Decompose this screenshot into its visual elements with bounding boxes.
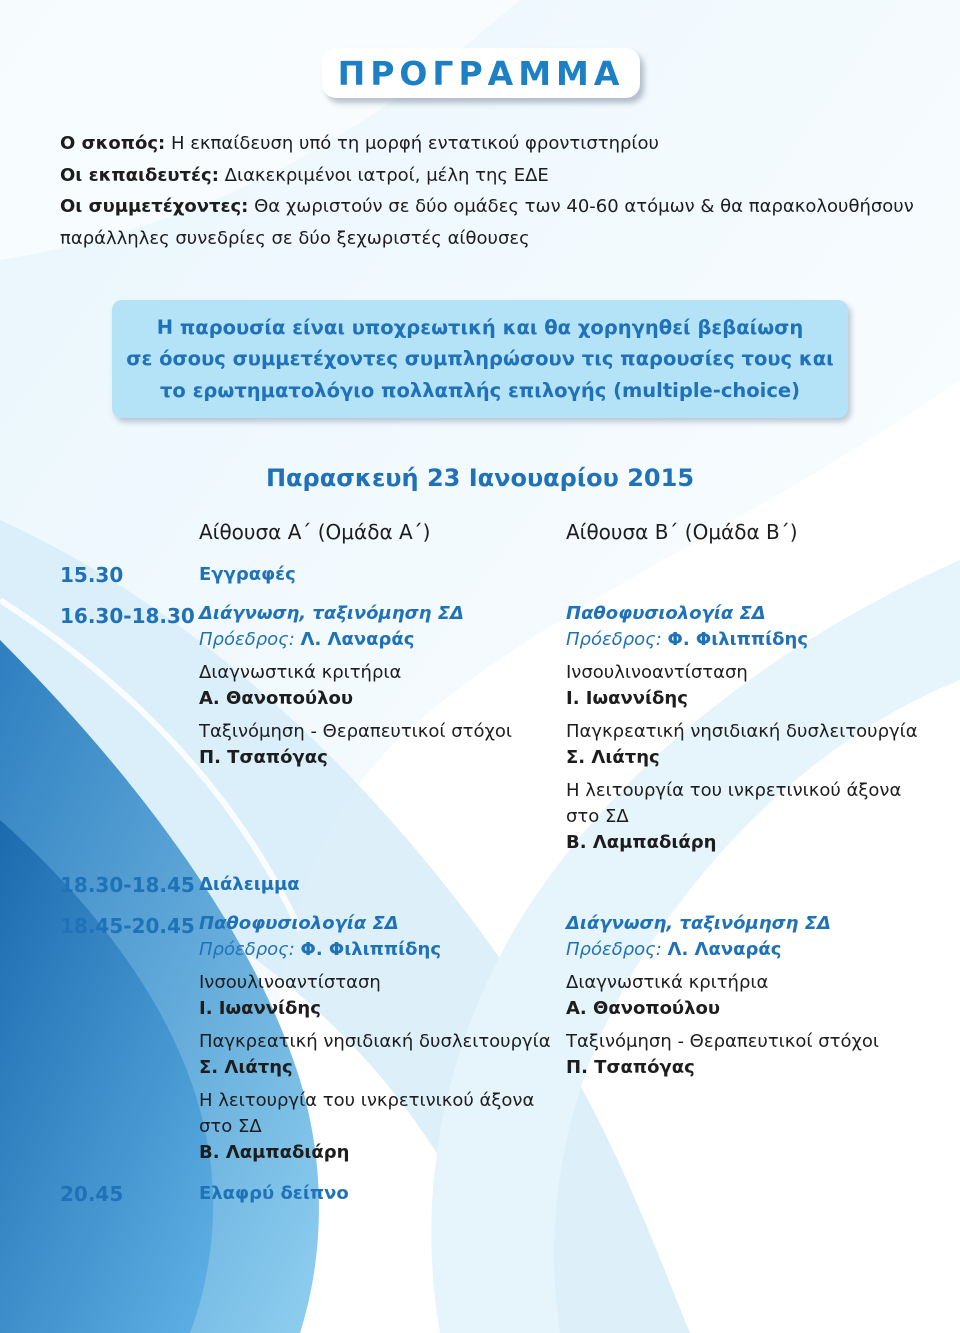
talk-topic: Διαγνωστικά κριτήρια: [566, 972, 769, 993]
trainers-text: Διακεκριμένοι ιατροί, μέλη της ΕΔΕ: [218, 164, 549, 186]
chair-label: Πρόεδρος:: [199, 939, 301, 960]
goal-label: Ο σκοπός:: [60, 133, 166, 154]
talk-speaker: Α. Θανοπούλου: [566, 998, 721, 1019]
notice-line-3: το ερωτηματολόγιο πολλαπλής επιλογής (multiple-choice): [159, 378, 801, 402]
talk-item: [566, 778, 926, 856]
page-title: ΠΡΟΓΡΑΜΜΑ: [337, 53, 625, 93]
talk-item: [566, 970, 926, 1022]
talk-topic: Ινσουλινοαντίσταση: [199, 972, 381, 993]
chair-name: Λ. Λαναράς: [300, 629, 415, 650]
session-2-hall-b: [566, 911, 926, 1081]
chair-line: [566, 627, 926, 653]
session-1-hall-a: [199, 601, 559, 771]
participants-text-2: παράλληλες συνεδρίες σε δύο ξεχωριστές αίθουσες: [60, 227, 530, 249]
talk-item: [199, 660, 559, 712]
talk-item: [199, 719, 559, 771]
time-session-1: 16.30-18.30: [60, 604, 195, 628]
time-dinner: 20.45: [60, 1182, 124, 1206]
chair-line: [199, 937, 559, 963]
hall-a-heading: Αίθουσα Α΄ (Ομάδα Α΄): [199, 520, 431, 544]
day-heading: Παρασκευή 23 Ιανουαρίου 2015: [265, 464, 695, 492]
dinner-label: Ελαφρύ δείπνο: [199, 1183, 349, 1204]
talk-speaker: Α. Θανοπούλου: [199, 688, 354, 709]
time-session-2: 18.45-20.45: [60, 914, 195, 938]
talk-item: [199, 1088, 559, 1166]
talk-topic: Διαγνωστικά κριτήρια: [199, 662, 402, 683]
notice-line-2: σε όσους συμμετέχοντες συμπληρώσουν τις παρουσίες τους και: [126, 347, 834, 371]
session-title: Παθοφυσιολογία ΣΔ: [199, 913, 399, 934]
session-title: Διάγνωση, ταξινόμηση ΣΔ: [199, 603, 464, 624]
goal-text: Η εκπαίδευση υπό τη μορφή εντατικού φροντιστηρίου: [165, 133, 659, 154]
talk-topic-cont: στο ΣΔ: [566, 806, 629, 827]
chair-line: [199, 627, 559, 653]
intro-block: [60, 128, 920, 254]
participants-label: Οι συμμετέχοντες:: [60, 196, 249, 217]
participants-row-2: [60, 223, 920, 255]
talk-speaker: Π. Τσαπόγας: [566, 1057, 695, 1078]
registration-label: Εγγραφές: [199, 564, 296, 585]
hall-b-heading: Αίθουσα Β΄ (Ομάδα Β΄): [566, 520, 798, 544]
chair-name: Φ. Φιλιππίδης: [667, 629, 808, 650]
talk-speaker: Β. Λαμπαδιάρη: [566, 832, 717, 853]
chair-label: Πρόεδρος:: [566, 629, 668, 650]
talk-item: [199, 1029, 559, 1081]
talk-topic: Ταξινόμηση - Θεραπευτικοί στόχοι: [566, 1031, 879, 1052]
talk-speaker: Β. Λαμπαδιάρη: [199, 1142, 350, 1163]
trainers-label: Οι εκπαιδευτές:: [60, 164, 219, 186]
participants-row: [60, 191, 920, 223]
talk-topic: Ταξινόμηση - Θεραπευτικοί στόχοι: [199, 721, 512, 742]
talk-speaker: Σ. Λιάτης: [199, 1057, 293, 1078]
session-title: Διάγνωση, ταξινόμηση ΣΔ: [566, 913, 831, 934]
talk-topic-cont: στο ΣΔ: [199, 1116, 262, 1137]
time-registration: 15.30: [60, 563, 124, 587]
session-2-hall-a: [199, 911, 559, 1166]
talk-speaker: Ι. Ιωαννίδης: [566, 688, 688, 709]
session-title: Παθοφυσιολογία ΣΔ: [566, 603, 766, 624]
goal-row: [60, 128, 920, 160]
session-1-hall-b: [566, 601, 926, 856]
talk-item: [566, 1029, 926, 1081]
chair-line: [566, 937, 926, 963]
attendance-notice: [112, 300, 848, 418]
talk-topic: Παγκρεατική νησιδιακή δυσλειτουργία: [199, 1031, 551, 1052]
talk-item: [566, 719, 926, 771]
title-banner: [322, 48, 640, 98]
chair-label: Πρόεδρος:: [199, 629, 301, 650]
chair-label: Πρόεδρος:: [566, 939, 668, 960]
talk-topic: Ινσουλινοαντίσταση: [566, 662, 748, 683]
talk-speaker: Π. Τσαπόγας: [199, 747, 328, 768]
talk-speaker: Σ. Λιάτης: [566, 747, 660, 768]
talk-topic: Παγκρεατική νησιδιακή δυσλειτουργία: [566, 721, 918, 742]
break-label: Διάλειμμα: [199, 874, 300, 895]
chair-name: Λ. Λαναράς: [667, 939, 782, 960]
talk-item: [199, 970, 559, 1022]
talk-item: [566, 660, 926, 712]
notice-line-1: Η παρουσία είναι υποχρεωτική και θα χορηγηθεί βεβαίωση: [156, 315, 804, 339]
time-break: 18.30-18.45: [60, 873, 195, 897]
participants-text: Θα χωριστούν σε δύο ομάδες των 40-60 ατόμων & θα παρακολουθήσουν: [248, 196, 914, 217]
talk-speaker: Ι. Ιωαννίδης: [199, 998, 321, 1019]
trainers-row: [60, 160, 920, 192]
talk-topic: Η λειτουργία του ινκρετινικού άξονα: [199, 1090, 535, 1111]
talk-topic: Η λειτουργία του ινκρετινικού άξονα: [566, 780, 902, 801]
chair-name: Φ. Φιλιππίδης: [300, 939, 441, 960]
